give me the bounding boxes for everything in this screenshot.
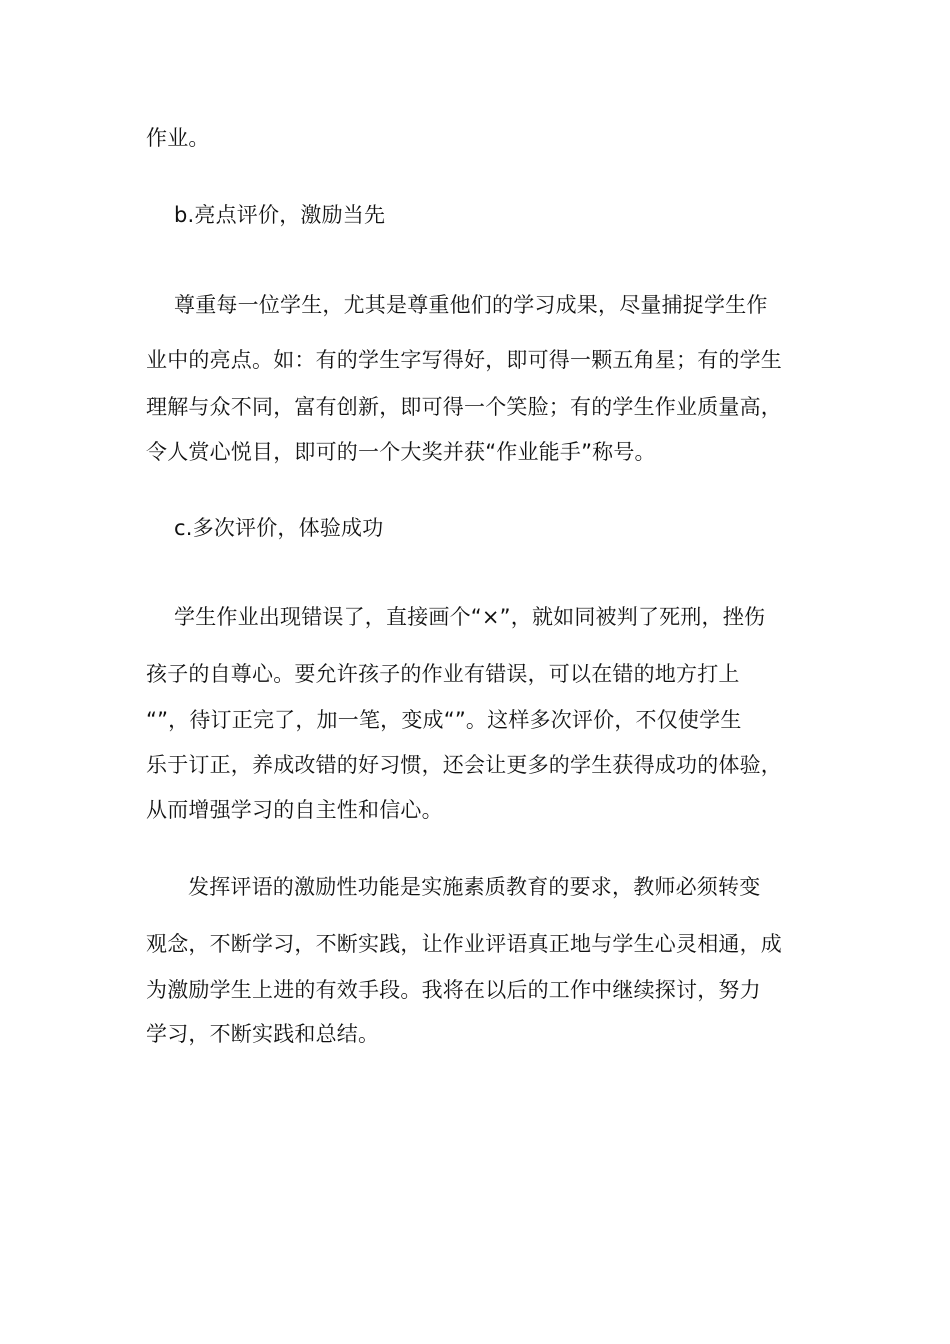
section-heading-b: b.亮点评价，激励当先: [174, 203, 386, 227]
text-line: 为激励学生上进的有效手段。我将在以后的工作中继续探讨，努力: [146, 978, 761, 1002]
text-line: 乐于订正，养成改错的好习惯，还会让更多的学生获得成功的体验，: [146, 753, 782, 777]
text-line: 理解与众不同，富有创新，即可得一个笑脸；有的学生作业质量高，: [146, 395, 782, 419]
text-line: 观念，不断学习，不断实践，让作业评语真正地与学生心灵相通，成: [146, 932, 782, 956]
text-line: 孩子的自尊心。要允许孩子的作业有错误，可以在错的地方打上: [146, 662, 740, 686]
section-heading-c: c.多次评价，体验成功: [174, 516, 384, 540]
text-line: 学生作业出现错误了，直接画个“×”，就如同被判了死刑，挫伤: [174, 605, 766, 629]
text-line: 发挥评语的激励性功能是实施素质教育的要求，教师必须转变: [188, 875, 761, 899]
text-line: “”，待订正完了，加一笔，变成“”。这样多次评价，不仅使学生: [146, 708, 742, 732]
text-line: 学习，不断实践和总结。: [146, 1022, 380, 1046]
text-line: 令人赏心悦目，即可的一个大奖并获“作业能手”称号。: [146, 440, 656, 464]
text-line: 从而增强学习的自主性和信心。: [146, 798, 443, 822]
text-line: 业中的亮点。如：有的学生字写得好，即可得一颗五角星；有的学生: [146, 348, 782, 372]
text-line: 作业。: [146, 126, 210, 150]
text-line: 尊重每一位学生，尤其是尊重他们的学习成果，尽量捕捉学生作: [174, 293, 768, 317]
